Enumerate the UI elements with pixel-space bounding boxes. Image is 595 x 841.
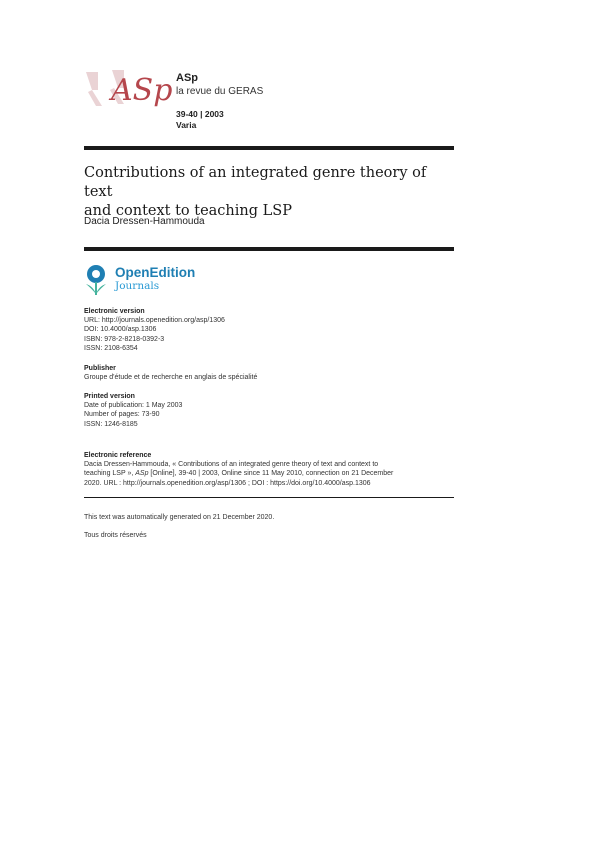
electronic-reference-line[interactable]: 2020. URL : http://journals.openedition.org/asp/1306 ; DOI : https://doi.org/10.4000/asp.1306	[84, 479, 371, 487]
electronic-reference-line: Dacia Dressen-Hammouda, « Contributions of an integrated genre theory of text and context to	[84, 461, 379, 469]
rights-note: Tous droits réservés	[84, 532, 147, 539]
publisher-heading: Publisher	[84, 365, 116, 372]
printed-version-pages: Number of pages: 73-90	[84, 411, 160, 419]
printed-version-heading: Printed version	[84, 393, 135, 400]
section-label: Varia	[176, 120, 197, 130]
electronic-reference-block	[84, 451, 456, 488]
printed-version-date: Date of publication: 1 May 2003	[84, 402, 183, 410]
article-title-line: Contributions of an integrated genre theory of text	[84, 165, 427, 200]
article-author: Dacia Dressen-Hammouda	[84, 216, 205, 227]
publisher-name: Groupe d'étude et de recherche en anglais de spécialité	[84, 374, 258, 382]
generated-note: This text was automatically generated on 21 December 2020.	[84, 514, 275, 521]
openedition-icon	[84, 264, 112, 296]
issue-number: 39-40 | 2003	[176, 109, 224, 119]
top-divider	[84, 146, 454, 150]
middle-divider	[84, 247, 454, 251]
article-title-line: and context to teaching LSP	[84, 203, 292, 219]
journal-subtitle: la revue du GERAS	[176, 86, 264, 97]
journal-name: ASp	[176, 72, 198, 84]
electronic-reference-line	[84, 469, 456, 478]
printed-version-issn: ISSN: 1246-8185	[84, 420, 138, 428]
openedition-name: OpenEdition	[115, 265, 196, 280]
asp-logo-text: ASp	[111, 73, 173, 108]
printed-version-block	[84, 392, 456, 429]
openedition-logo	[84, 264, 214, 296]
electronic-reference-part: teaching LSP »,	[84, 470, 136, 478]
article-title	[84, 164, 456, 221]
electronic-reference-journal: ASp	[135, 470, 149, 478]
electronic-version-block	[84, 307, 456, 353]
electronic-reference-part: [Online], 39-40 | 2003, Online since 11 May 2010, connection on 21 December	[148, 470, 394, 478]
electronic-version-heading: Electronic version	[84, 308, 145, 315]
publisher-block	[84, 364, 456, 382]
asp-logo	[84, 68, 173, 112]
electronic-version-isbn: ISBN: 978-2-8218-0392-3	[84, 335, 165, 343]
openedition-sub: Journals	[115, 280, 160, 292]
electronic-version-url[interactable]: URL: http://journals.openedition.org/asp/1306	[84, 317, 225, 325]
electronic-reference-heading: Electronic reference	[84, 452, 152, 459]
electronic-version-doi[interactable]: DOI: 10.4000/asp.1306	[84, 326, 157, 334]
electronic-version-issn: ISSN: 2108-6354	[84, 344, 138, 352]
bottom-divider	[84, 497, 454, 498]
